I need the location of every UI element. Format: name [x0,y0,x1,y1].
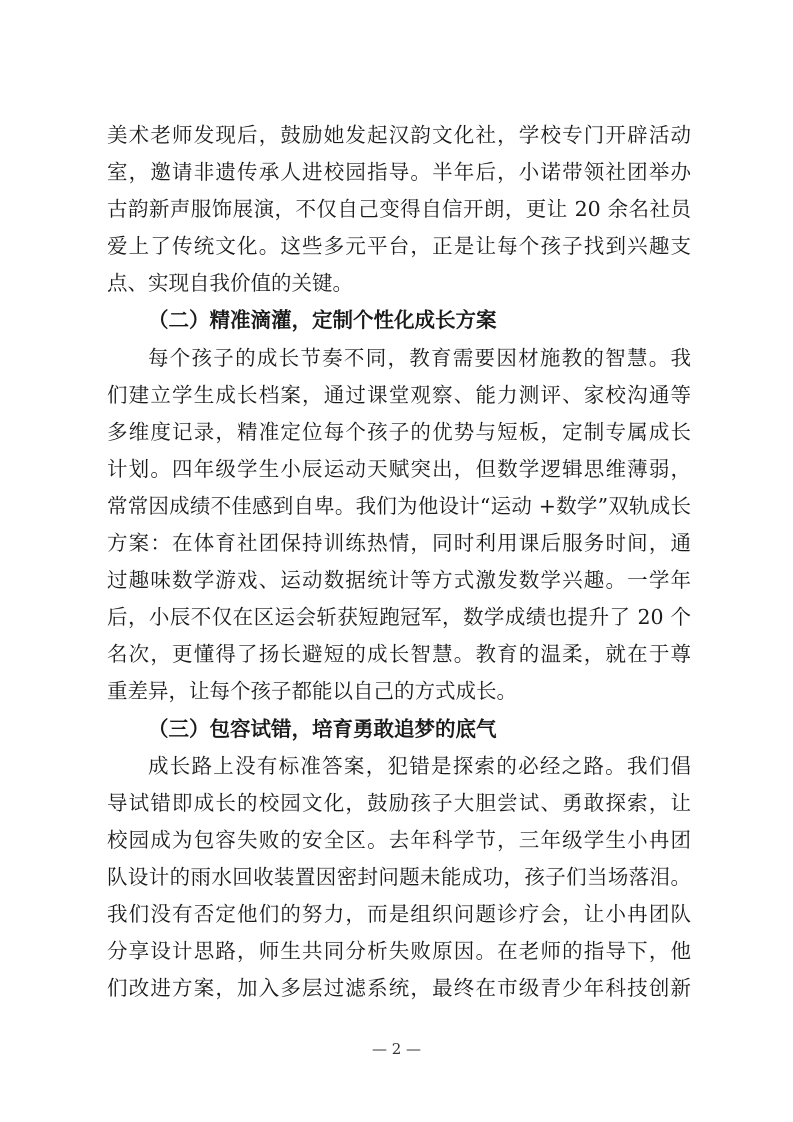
paragraph [107,748,691,1008]
text-line: 成长路上没有标准答案，犯错是探索的必经之路。我们倡 [148,753,691,778]
text-line: 分享设计思路，师生共同分析失败原因。在老师的指导下，他 [107,939,691,964]
text-line: （三）包容试错，培育勇敢追梦的底气 [148,716,497,741]
text-line: 们建立学生成长档案，通过课堂观察、能力测评、家校沟通等 [107,382,691,407]
section-heading [107,711,691,748]
text-line: （二）精准滴灌，定制个性化成长方案 [148,308,497,333]
text-line: 室，邀请非遗传承人进校园指导。半年后，小诺带领社团举办 [107,160,691,185]
text-line: 方案：在体育社团保持训练热情，同时利用课后服务时间，通 [107,531,691,556]
text-line: 们改进方案，加入多层过滤系统，最终在市级青少年科技创新 [107,976,691,1001]
page-number: — 2 — [371,1040,422,1058]
text-line: 计划。四年级学生小辰运动天赋突出，但数学逻辑思维薄弱， [107,456,691,481]
text-line: 后，小辰不仅在区运会斩获短跑冠军，数学成绩也提升了 20 个 [107,605,691,630]
text-line: 我们没有否定他们的努力，而是组织问题诊疗会，让小冉团队 [107,901,691,926]
text-line: 多维度记录，精准定位每个孩子的优势与短板，定制专属成长 [107,419,691,444]
text-line: 美术老师发现后，鼓励她发起汉韵文化社，学校专门开辟活动 [107,123,691,147]
text-line: 爱上了传统文化。这些多元平台，正是让每个孩子找到兴趣支 [107,234,691,259]
text-line: 队设计的雨水回收装置因密封问题未能成功，孩子们当场落泪。 [107,864,691,889]
text-line: 古韵新声服饰展演，不仅自己变得自信开朗，更让 20 余名社员 [107,197,691,222]
document-body [107,117,691,1007]
text-line: 点、实现自我价值的关键。 [107,271,353,296]
paragraph [107,340,691,711]
text-line: 导试错即成长的校园文化，鼓励孩子大胆尝试、勇敢探索，让 [107,790,691,815]
text-line: 校园成为包容失败的安全区。去年科学节，三年级学生小冉团 [107,827,691,852]
text-line: 过趣味数学游戏、运动数据统计等方式激发数学兴趣。一学年 [107,568,691,593]
section-heading [107,302,691,339]
text-line: 常常因成绩不佳感到自卑。我们为他设计“运动 +数学”双轨成长 [107,493,691,518]
text-line: 每个孩子的成长节奏不同，教育需要因材施教的智慧。我 [148,345,691,370]
text-line: 名次，更懂得了扬长避短的成长智慧。教育的温柔，就在于尊 [107,642,691,667]
paragraph [107,117,691,302]
text-line: 重差异，让每个孩子都能以自己的方式成长。 [107,679,517,704]
